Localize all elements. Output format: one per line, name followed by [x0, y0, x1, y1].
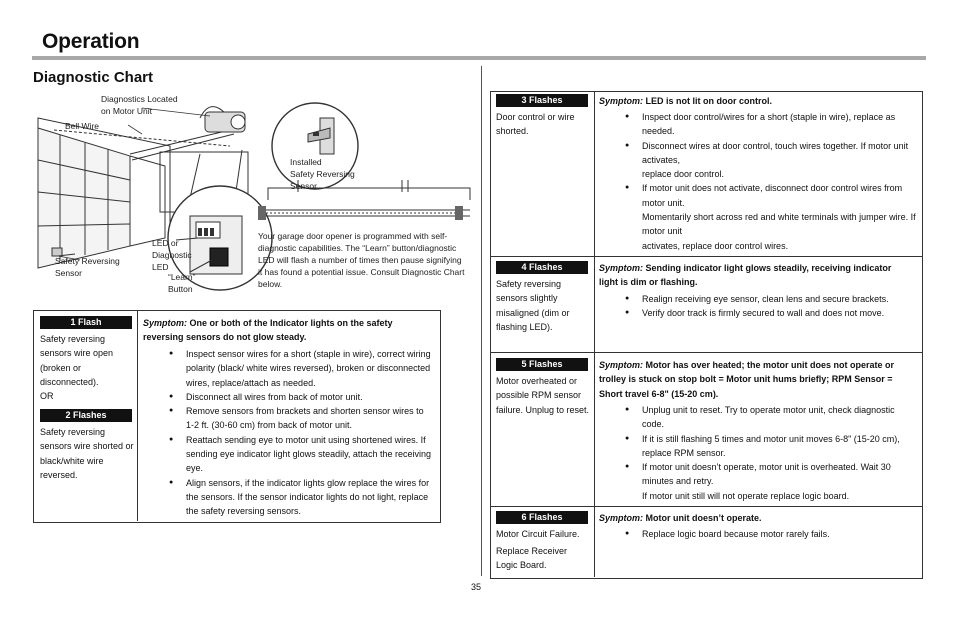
page-number: 35: [471, 582, 482, 592]
code-description: Door control or wire shorted.: [496, 112, 575, 137]
flash-badge: 1 Flash: [40, 316, 132, 329]
installed-sensor-label: Installed Safety Reversing Sensor: [290, 157, 355, 191]
flash-badge: 4 Flashes: [496, 261, 588, 274]
code-description: Safety reversing sensors slightly misaligned (dim or flashing LED).: [496, 279, 570, 332]
list-item: ● Reattach sending eye to motor unit using shortened wires. If sending eye indicator light glows steadily, attach the receiving eye.: [169, 433, 433, 476]
code-description: Motor overheated or possible RPM sensor failure. Unplug to reset.: [496, 376, 590, 415]
solution-list: [625, 292, 900, 321]
flash-badge: 2 Flashes: [40, 409, 132, 422]
symptom-text: Symptom: LED is not lit on door control.: [599, 96, 773, 106]
list-item: ● If it is still flashing 5 times and motor unit moves 6-8" (15-20 cm), replace RPM sensor.: [625, 432, 917, 461]
bell-wire-label: Bell Wire: [65, 121, 100, 131]
list-item: ● Replace logic board because motor rarely fails.: [625, 527, 917, 541]
symptom-text: Symptom: Motor unit doesn’t operate.: [599, 513, 762, 523]
symptom-text: Symptom: Sending indicator light glows steadily, receiving indicator light is dim or flashing.: [599, 263, 892, 288]
list-item: ● Align sensors, if the indicator lights glow replace the wires for the sensors. If the sensor indicator lights do not light, replace the safety reversing sensors.: [169, 476, 433, 519]
solution-list: [169, 347, 433, 519]
title-rule: [32, 56, 926, 60]
solution-list: [625, 527, 917, 541]
list-item: ● Remove sensors from brackets and shorten sensor wires to 1-2 ft. (30-60 cm) from back of motor unit.: [169, 404, 433, 433]
solution-list: [625, 110, 917, 253]
flash-badge: 5 Flashes: [496, 358, 588, 371]
safety-sensor-label: Safety Reversing Sensor: [55, 256, 120, 278]
diagnostics-location-label: Diagnostics Located on Motor Unit: [101, 94, 178, 116]
learn-button-label: “Learn” Button: [168, 272, 196, 294]
list-item: ● If motor unit doesn’t operate, motor unit is overheated. Wait 30 minutes and retry. If motor unit still will not operate replace logic board.: [625, 460, 917, 503]
flash-badge: 3 Flashes: [496, 94, 588, 107]
list-item: ● Disconnect wires at door control, touch wires together. If motor unit activates, replace door control.: [625, 139, 917, 182]
code-description: Safety reversing sensors wire open (broken or disconnected). OR: [40, 334, 114, 402]
symptom-text: Symptom: One or both of the Indicator lights on the safety reversing sensors do not glow steady.: [143, 318, 393, 343]
list-item: ● Realign receiving eye sensor, clean lens and secure brackets.: [625, 292, 900, 306]
led-label: LED or Diagnostic LED: [152, 238, 192, 272]
page-title: Operation: [42, 30, 140, 53]
list-item: ● If motor unit does not activate, disconnect door control wires from motor unit. Momentarily short across red and white terminals with jumper wire. If motor unit activates, replace door control wires.: [625, 181, 917, 252]
column-divider: [481, 66, 482, 576]
list-item: ● Unplug unit to reset. Try to operate motor unit, check diagnostic code.: [625, 403, 917, 432]
list-item: ● Inspect sensor wires for a short (staple in wire), correct wiring polarity (black/ white wires reversed), broken or disconnected wires, replace/attach as needed.: [169, 347, 433, 390]
list-item: ● Verify door track is firmly secured to wall and does not move.: [625, 306, 900, 320]
section-title: Diagnostic Chart: [33, 69, 154, 86]
intro-paragraph: Your garage door opener is programmed with self-diagnostic capabilities. The “Learn” button/diagnostic LED will flash a number of times then pause signifying it has found a potential issue. Consult Diagnostic Chart below.: [258, 231, 465, 289]
solution-list: [625, 403, 917, 503]
list-item: ● Disconnect all wires from back of motor unit.: [169, 390, 433, 404]
flash-badge: 6 Flashes: [496, 511, 588, 524]
code-description: Motor Circuit Failure.: [496, 529, 580, 539]
code-description: Safety reversing sensors wire shorted or black/white wire reversed.: [40, 427, 134, 480]
list-item: ● Inspect door control/wires for a short (staple in wire), replace as needed.: [625, 110, 917, 139]
code-description-extra: Replace Receiver Logic Board.: [496, 546, 568, 571]
symptom-text: Symptom: Motor has over heated; the motor unit does not operate or trolley is stuck on stop bolt = Motor unit hums briefly; RPM Sensor = Short travel 6-8" (15-20 cm).: [599, 360, 895, 399]
